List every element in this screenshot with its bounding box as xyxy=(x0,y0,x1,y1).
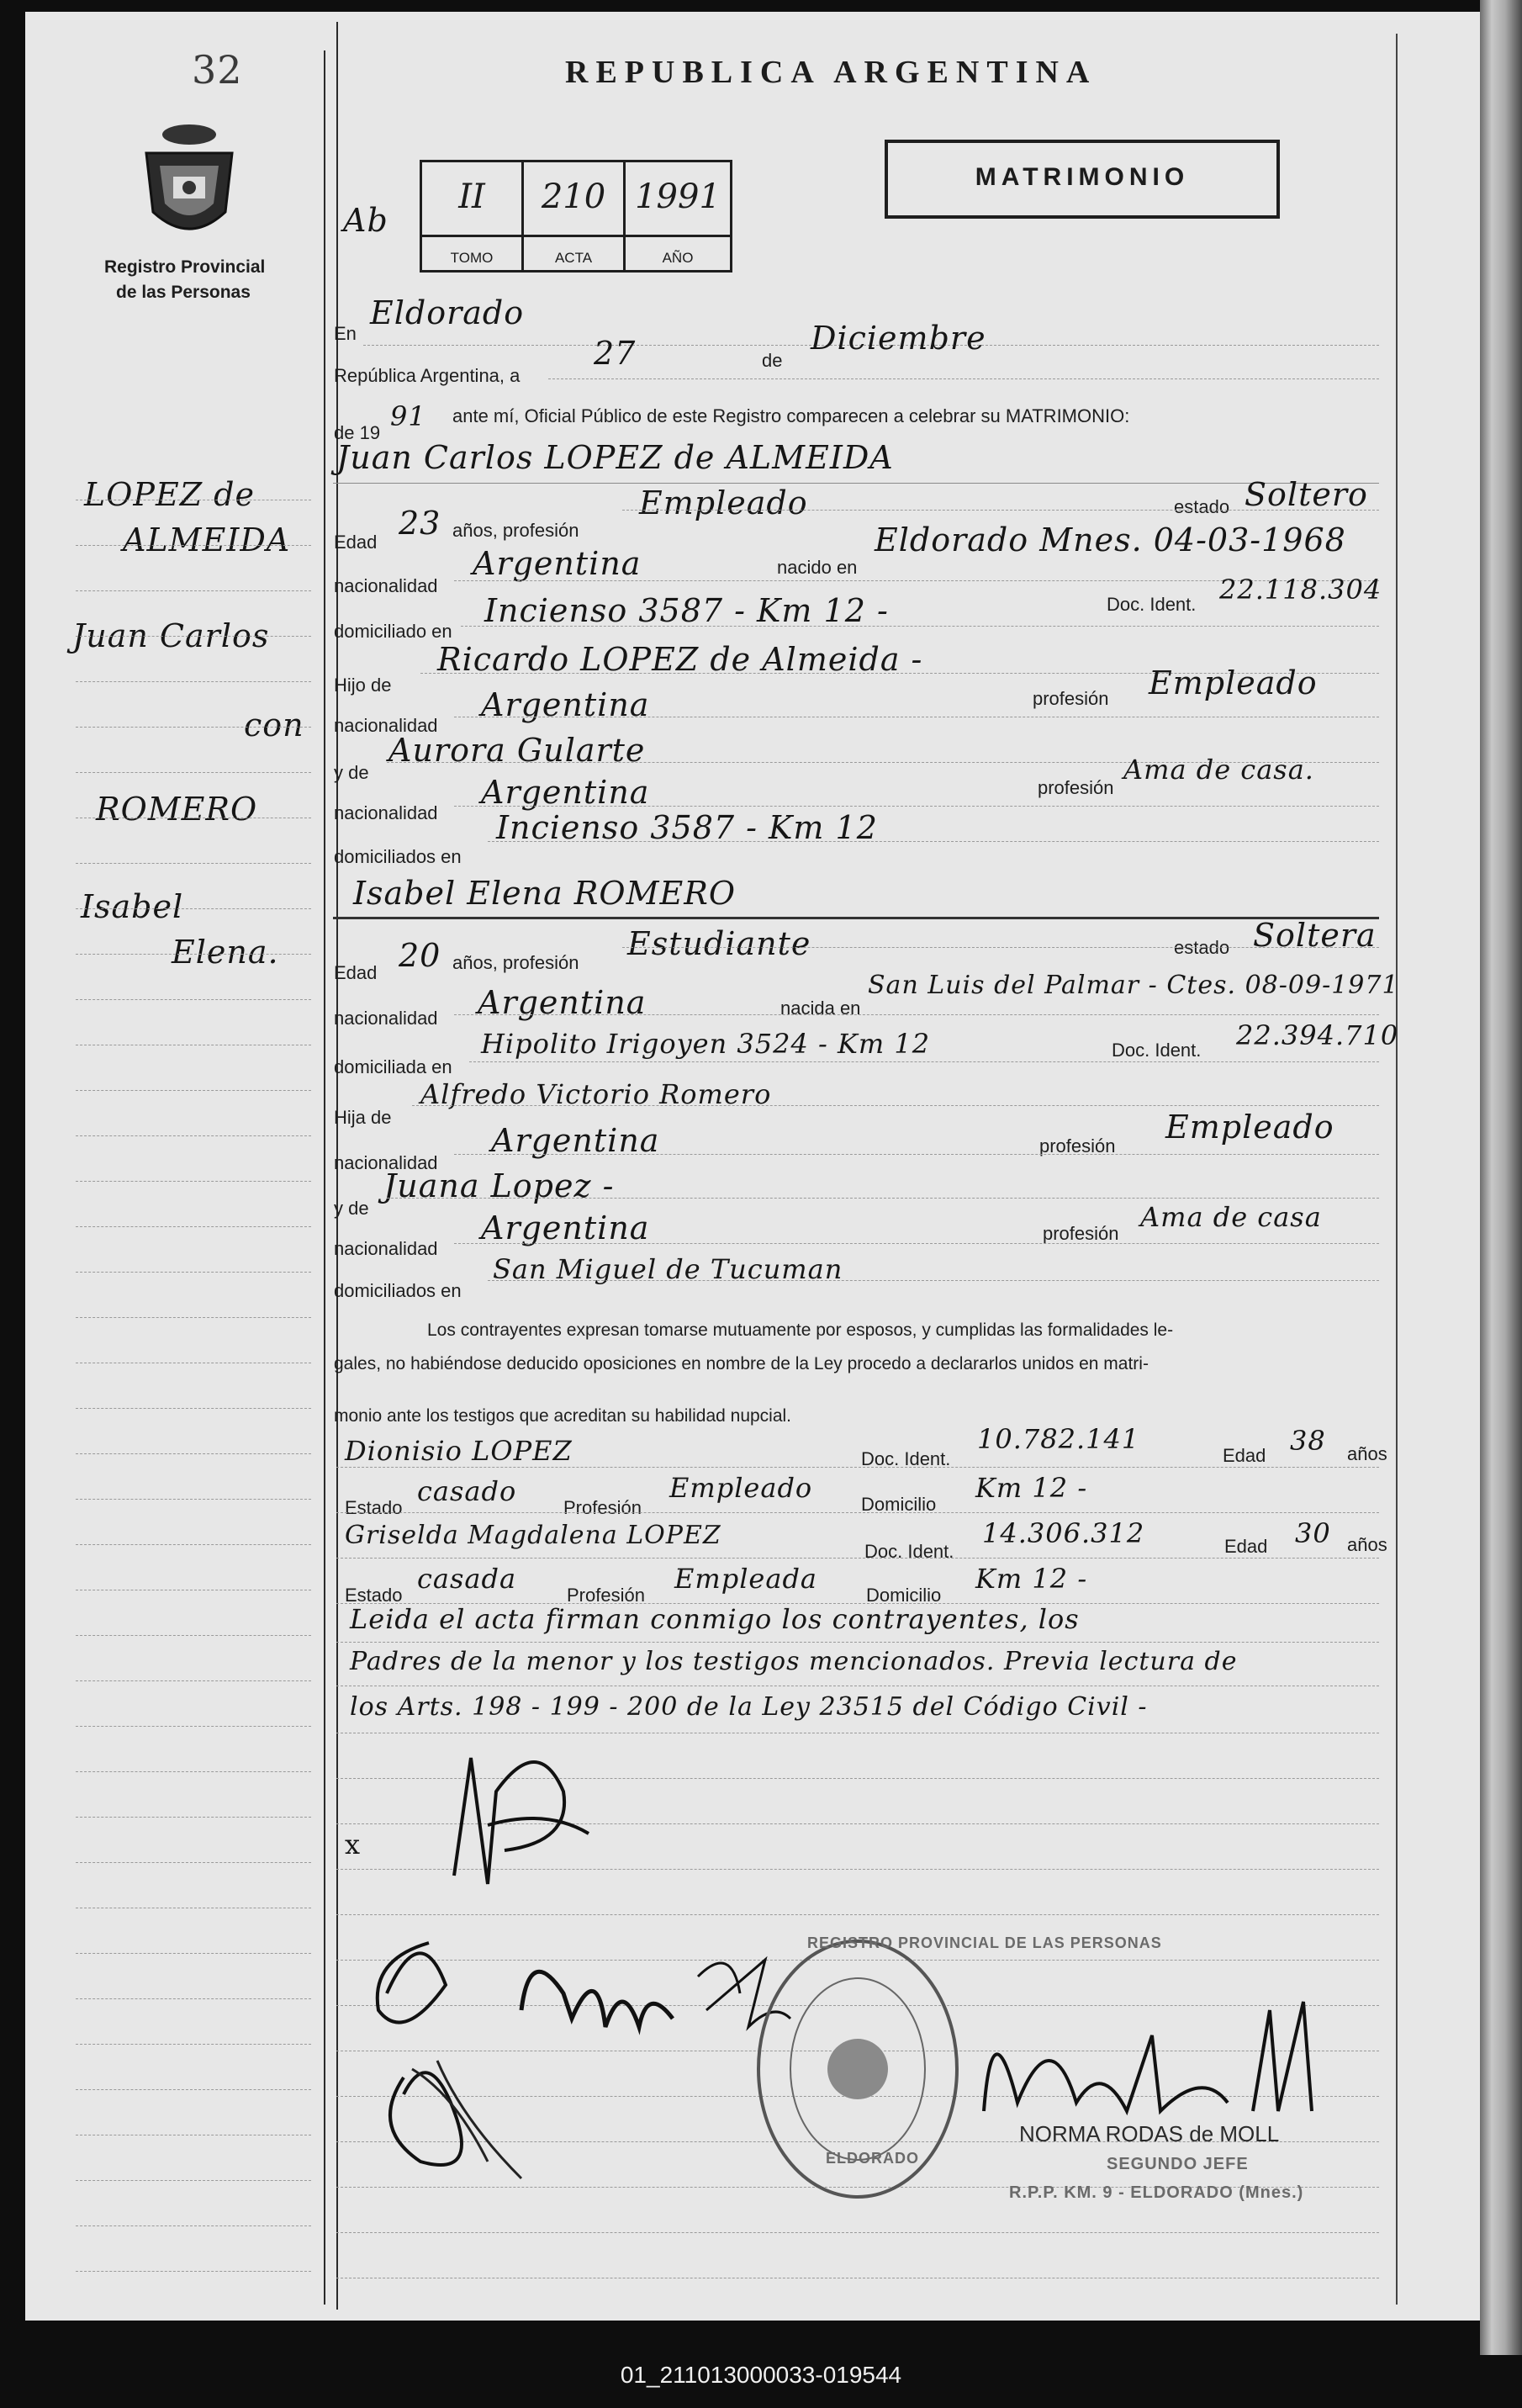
bride-doc: 22.394.710 xyxy=(1236,1019,1399,1051)
margin-ruled-line xyxy=(76,545,311,546)
margin-ruled-line xyxy=(76,636,311,637)
bride-edad-label: Edad xyxy=(334,962,378,983)
official-seal-icon xyxy=(748,1926,967,2216)
margin-ruled-line xyxy=(76,2044,311,2045)
bride-nacionalidad: Argentina xyxy=(478,984,647,1021)
groom-signature xyxy=(437,1741,605,1913)
note-line-1: Leida el acta firman conmigo los contrayentes, los xyxy=(350,1603,1080,1635)
document-type-label: MATRIMONIO xyxy=(975,163,1190,191)
witness-1-profesion-label: Profesión xyxy=(563,1497,642,1518)
margin-ruled-line xyxy=(76,727,311,728)
witness-2-doc-label: Doc. Ident. xyxy=(864,1541,954,1562)
margin-ruled-line xyxy=(76,1135,311,1136)
appearance-statement: ante mí, Oficial Público de este Registro comparecen a celebrar su MATRIMONIO: xyxy=(452,405,1130,426)
margin-column xyxy=(59,22,338,2310)
witness-2-estado-label: Estado xyxy=(345,1585,403,1606)
witness-1-estado: casado xyxy=(417,1475,517,1507)
bride-yde-label: y de xyxy=(334,1198,369,1219)
book-page-edge xyxy=(1480,0,1522,2355)
groom-yde-label: y de xyxy=(334,762,369,783)
margin-ruled-line xyxy=(76,1680,311,1681)
groom-padre-nacionalidad: Argentina xyxy=(481,686,650,723)
page-number: 32 xyxy=(192,47,243,93)
declaration-line-3: monio ante los testigos que acreditan su habilidad nupcial. xyxy=(334,1406,792,1426)
note-line-3: los Arts. 198 - 199 - 200 de la Ley 23515 del Código Civil - xyxy=(350,1692,1148,1722)
bride-padre-profesion: Empleado xyxy=(1165,1109,1334,1146)
margin-ruled-line xyxy=(76,1453,311,1454)
bride-madre-prof-label: profesión xyxy=(1043,1223,1119,1244)
declaration-line-2: gales, no habiéndose deducido oposiciones en nombre de la Ley procedo a declararlos unidos en matri- xyxy=(334,1354,1149,1373)
bride-nacida: San Luis del Palmar - Ctes. 08-09-1971 xyxy=(868,971,1399,1000)
bride-padre-nacionalidad: Argentina xyxy=(491,1122,660,1159)
witness-2-anos-label: años xyxy=(1347,1534,1387,1555)
bride-anos-label: años, profesión xyxy=(452,952,579,973)
bride-estado-label: estado xyxy=(1174,937,1230,958)
margin-ruled-line xyxy=(76,2180,311,2181)
day-value: 27 xyxy=(594,335,637,372)
witness-2-profesion-label: Profesión xyxy=(567,1585,645,1606)
bride-domicilio: Hipolito Irigoyen 3524 - Km 12 xyxy=(481,1028,931,1060)
image-id-footer: 01_211013000033-019544 xyxy=(620,2362,902,2388)
margin-given-names: Juan Carlos xyxy=(72,617,270,654)
margin-bride-surname: ROMERO xyxy=(96,791,258,828)
groom-estado-label: estado xyxy=(1174,496,1230,517)
margin-surname-2: ALMEIDA xyxy=(123,521,291,558)
margin-ruled-line xyxy=(76,1817,311,1818)
margin-bride-name-1: Isabel xyxy=(81,888,184,925)
margin-ruled-line xyxy=(76,1090,311,1091)
margin-ruled-line xyxy=(76,1998,311,1999)
official-name: NORMA RODAS de MOLL xyxy=(1019,2121,1280,2146)
witness-1-profesion: Empleado xyxy=(669,1472,813,1504)
bride-edad: 20 xyxy=(399,937,441,974)
margin-ruled-line xyxy=(76,999,311,1000)
groom-padre: Ricardo LOPEZ de Almeida - xyxy=(437,641,923,678)
margin-ruled-line xyxy=(76,681,311,682)
margin-ruled-line xyxy=(76,954,311,955)
registry-crest-icon xyxy=(135,119,244,250)
bride-doms-label: domiciliados en xyxy=(334,1280,462,1301)
margin-ruled-line xyxy=(76,1408,311,1409)
tomo-label: TOMO xyxy=(450,250,494,266)
acta-label: ACTA xyxy=(554,250,593,266)
margin-surname-1: LOPEZ de xyxy=(84,476,255,513)
bride-madre-nacionalidad: Argentina xyxy=(481,1209,650,1246)
bride-madre-profesion: Ama de casa xyxy=(1140,1201,1322,1233)
bride-profesion: Estudiante xyxy=(627,925,811,962)
bride-name: Isabel Elena ROMERO xyxy=(353,875,736,912)
year-prefix: de 19 xyxy=(334,422,381,443)
witness-2-domicilio-label: Domicilio xyxy=(866,1585,942,1606)
groom-edad: 23 xyxy=(399,505,441,542)
groom-padre-prof-label: profesión xyxy=(1033,688,1109,709)
groom-madre-prof-label: profesión xyxy=(1038,777,1114,798)
witness-1-edad: 38 xyxy=(1290,1425,1326,1457)
en-label: En xyxy=(334,323,357,344)
bride-padre: Alfredo Victorio Romero xyxy=(420,1078,772,1110)
groom-doc: 22.118.304 xyxy=(1219,574,1382,606)
groom-padre-profesion: Empleado xyxy=(1149,664,1318,701)
groom-domicilio: Incienso 3587 - Km 12 - xyxy=(484,592,889,629)
margin-ruled-line xyxy=(76,1317,311,1318)
month-value: Diciembre xyxy=(811,320,986,357)
margin-ruled-line xyxy=(76,1953,311,1954)
margin-ruled-line xyxy=(76,1726,311,1727)
note-line-2: Padres de la menor y los testigos mencionados. Previa lectura de xyxy=(350,1647,1238,1676)
bride-madre-nac-label: nacionalidad xyxy=(334,1238,438,1259)
margin-ruled-line xyxy=(76,1272,311,1273)
margin-con: con xyxy=(244,707,304,744)
witness-1-domicilio: Km 12 - xyxy=(975,1472,1088,1504)
margin-mark: Ab xyxy=(343,202,388,239)
bride-dom-label: domiciliada en xyxy=(334,1056,452,1077)
margin-bride-name-2: Elena. xyxy=(172,934,279,971)
bride-estado: Soltera xyxy=(1253,917,1377,954)
groom-doms-label: domiciliados en xyxy=(334,846,462,867)
bride-madre: Juana Lopez - xyxy=(383,1167,615,1204)
republica-label: República Argentina, a xyxy=(334,365,521,386)
seal-bottom-text: ELDORADO xyxy=(826,2150,919,2167)
groom-padre-nac-label: nacionalidad xyxy=(334,715,438,736)
document-type-box xyxy=(885,140,1280,219)
bride-nac-label: nacionalidad xyxy=(334,1008,438,1029)
margin-ruled-line xyxy=(76,1544,311,1545)
groom-dom-label: domiciliado en xyxy=(334,621,452,642)
margin-ruled-line xyxy=(76,772,311,773)
groom-nacido-label: nacido en xyxy=(777,557,858,578)
place-value: Eldorado xyxy=(370,294,525,331)
bride-padre-nac-label: nacionalidad xyxy=(334,1152,438,1173)
margin-ruled-line xyxy=(76,2089,311,2090)
margin-ruled-line xyxy=(76,590,311,591)
anio-label: AÑO xyxy=(662,250,694,266)
bride-doc-label: Doc. Ident. xyxy=(1112,1040,1202,1061)
witness-1-estado-label: Estado xyxy=(345,1497,403,1518)
groom-estado: Soltero xyxy=(1245,476,1368,513)
margin-ruled-line xyxy=(76,908,311,909)
groom-doc-label: Doc. Ident. xyxy=(1107,594,1197,615)
margin-ruled-line xyxy=(76,1771,311,1772)
groom-madre-profesion: Ama de casa. xyxy=(1123,754,1314,786)
witness-2-domicilio: Km 12 - xyxy=(975,1563,1088,1595)
registry-name-line-1: Registro Provincial xyxy=(104,257,266,277)
official-role: SEGUNDO JEFE xyxy=(1107,2155,1249,2173)
witness-1-anos-label: años xyxy=(1347,1443,1387,1464)
witness-2-edad-label: Edad xyxy=(1224,1536,1268,1557)
groom-anos-label: años, profesión xyxy=(452,520,579,541)
seal-text: REGISTRO PROVINCIAL DE LAS PERSONAS xyxy=(807,1934,1162,1951)
margin-ruled-line xyxy=(76,863,311,864)
margin-ruled-line xyxy=(76,1181,311,1182)
groom-padres-domicilio: Incienso 3587 - Km 12 xyxy=(496,809,878,846)
anio-value: 1991 xyxy=(635,177,721,216)
year-suffix: 91 xyxy=(390,400,426,432)
tomo-value: II xyxy=(458,177,485,216)
bride-nacida-label: nacida en xyxy=(780,998,861,1019)
de-label: de xyxy=(762,350,783,371)
margin-ruled-line xyxy=(76,1862,311,1863)
registry-name-line-2: de las Personas xyxy=(116,283,251,302)
official-office: R.P.P. KM. 9 - ELDORADO (Mnes.) xyxy=(1009,2183,1304,2202)
groom-nac-label: nacionalidad xyxy=(334,575,438,596)
witness-2-profesion: Empleada xyxy=(674,1563,817,1595)
groom-nacionalidad: Argentina xyxy=(473,545,642,582)
witness-1-doc: 10.782.141 xyxy=(977,1423,1140,1455)
right-border xyxy=(1396,34,1398,2305)
bride-padre-prof-label: profesión xyxy=(1039,1135,1116,1156)
witness-1-domicilio-label: Domicilio xyxy=(861,1494,937,1515)
bride-hija-label: Hija de xyxy=(334,1107,392,1128)
margin-ruled-line xyxy=(76,1635,311,1636)
groom-edad-label: Edad xyxy=(334,532,378,553)
witness-2-edad: 30 xyxy=(1295,1517,1331,1549)
column-divider xyxy=(324,50,325,2305)
groom-madre-nac-label: nacionalidad xyxy=(334,802,438,823)
groom-profesion: Empleado xyxy=(639,484,808,521)
groom-madre-nacionalidad: Argentina xyxy=(481,774,650,811)
signature-mark: x xyxy=(345,1828,362,1860)
witness-1-doc-label: Doc. Ident. xyxy=(861,1448,951,1469)
signature-ruled-line xyxy=(336,2232,1379,2233)
witness-1-edad-label: Edad xyxy=(1223,1445,1266,1466)
groom-hijo-label: Hijo de xyxy=(334,675,392,696)
record-reference-box xyxy=(420,160,732,273)
witness-1-name: Dionisio LOPEZ xyxy=(345,1435,573,1467)
margin-ruled-line xyxy=(76,1499,311,1500)
bride-padres-domicilio: San Miguel de Tucuman xyxy=(493,1253,843,1285)
witness-2-doc: 14.306.312 xyxy=(982,1517,1145,1549)
margin-ruled-line xyxy=(76,2225,311,2226)
declaration-line-1: Los contrayentes expresan tomarse mutuamente por esposos, y cumplidas las formalidades le- xyxy=(427,1320,1174,1340)
margin-ruled-line xyxy=(76,1226,311,1227)
groom-nacido: Eldorado Mnes. 04-03-1968 xyxy=(875,521,1346,558)
witness-2-estado: casada xyxy=(417,1563,517,1595)
margin-ruled-line xyxy=(76,2271,311,2272)
page-title: REPUBLICA ARGENTINA xyxy=(565,55,1097,90)
witness-2-name: Griselda Magdalena LOPEZ xyxy=(345,1521,721,1550)
acta-value: 210 xyxy=(541,177,606,216)
groom-name: Juan Carlos LOPEZ de ALMEIDA xyxy=(336,439,894,476)
groom-madre: Aurora Gularte xyxy=(388,732,646,769)
